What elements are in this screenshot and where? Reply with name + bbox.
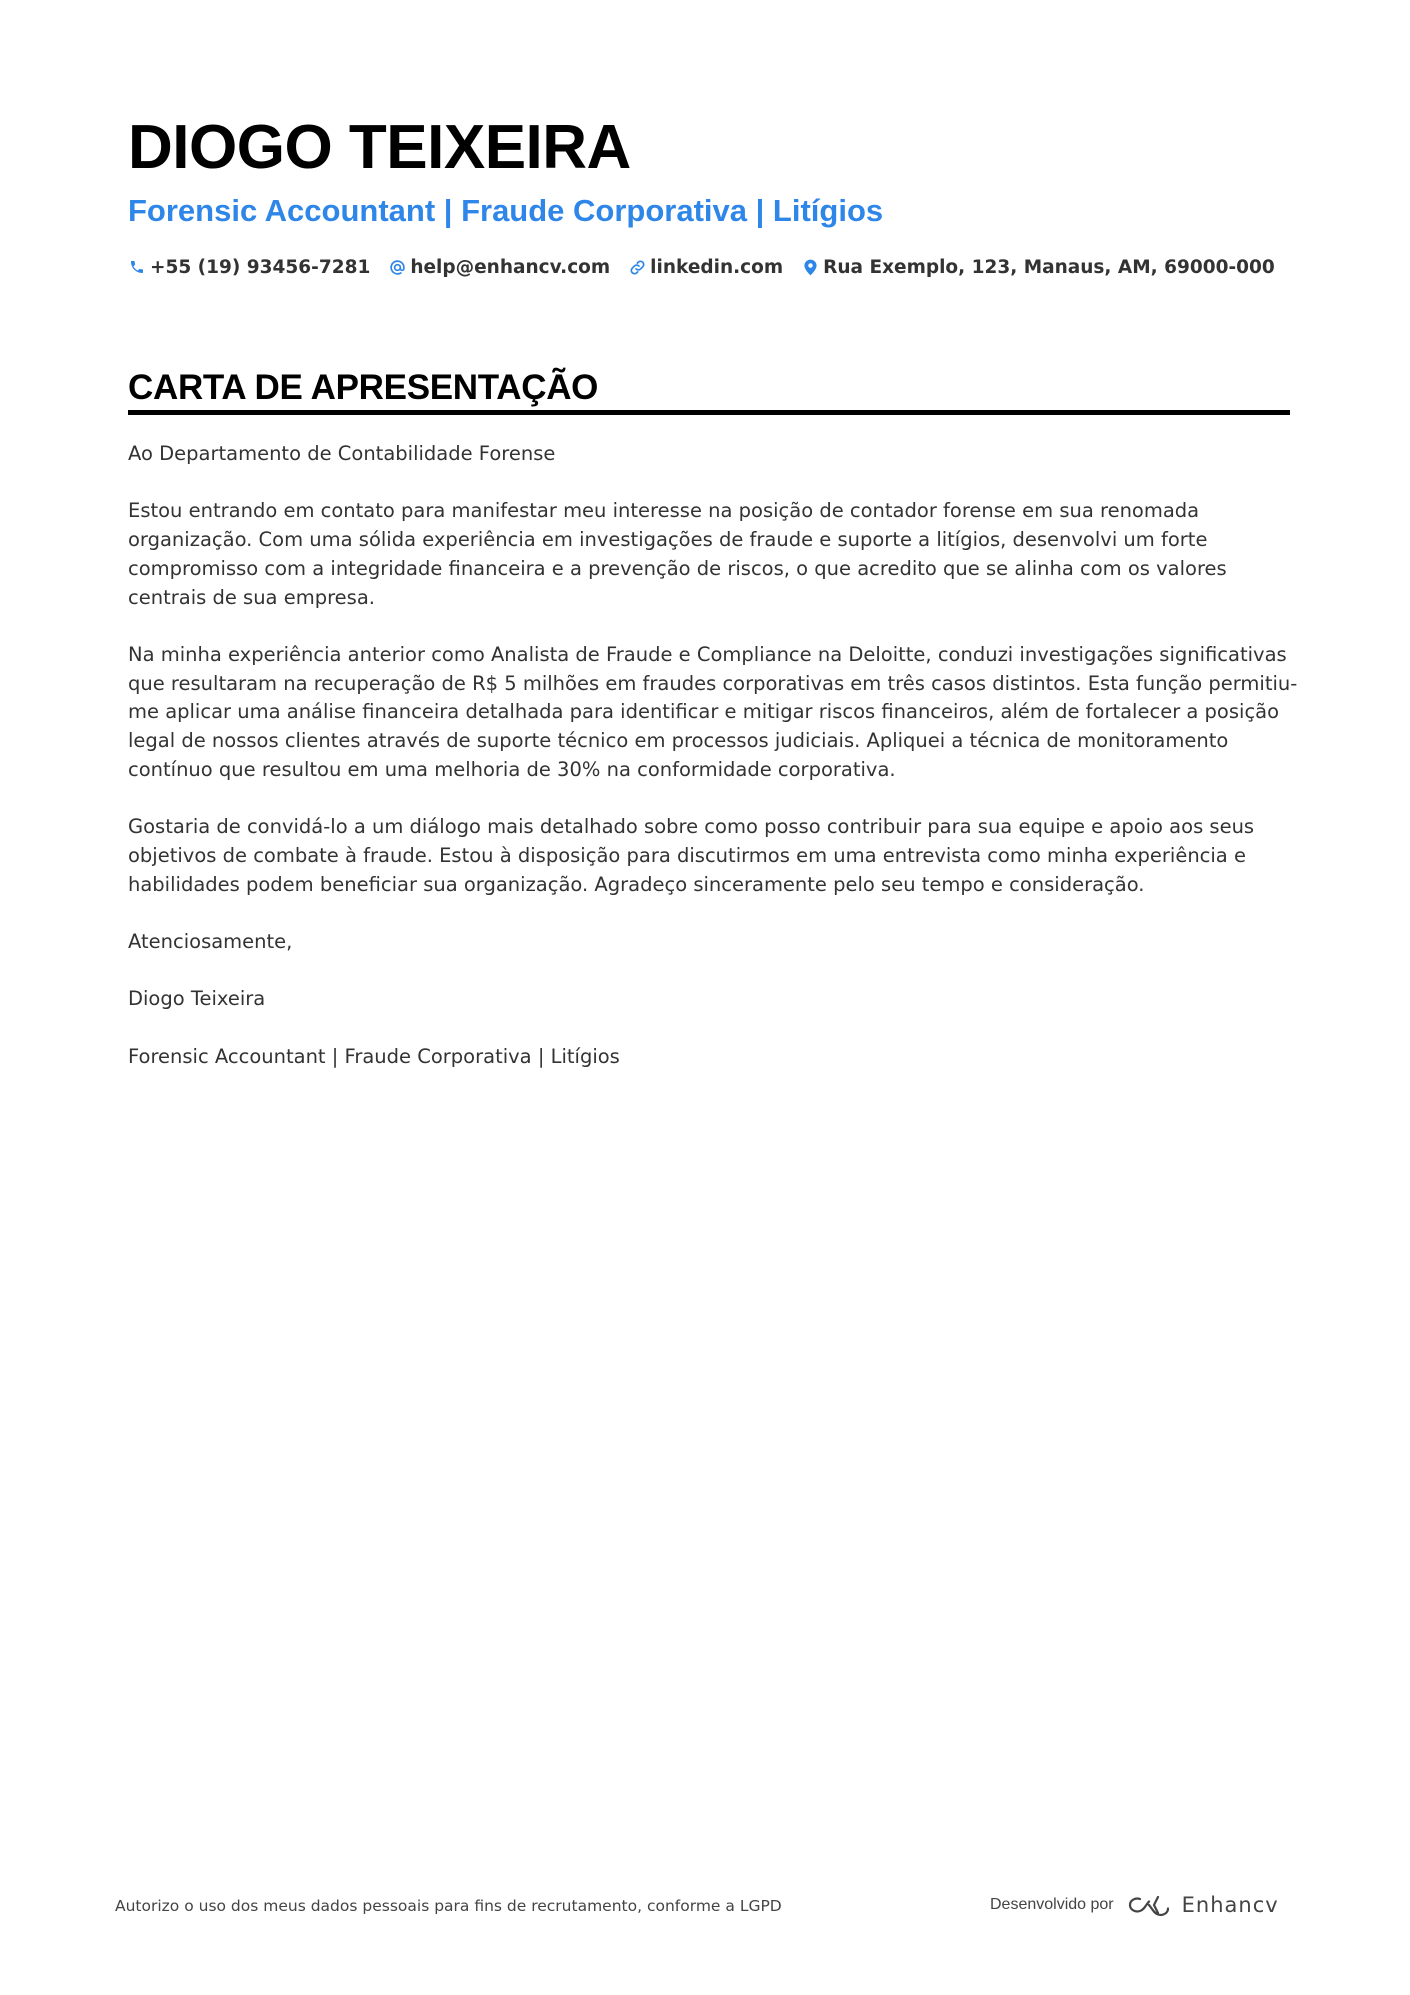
powered-by[interactable] [990,1888,1279,1922]
contact-email[interactable] [388,257,610,278]
signature-name: Diogo Teixeira [128,987,266,1011]
powered-by-label: Desenvolvido por [990,1896,1114,1913]
letter-paragraph-1: Estou entrando em contato para manifestar meu interesse na posição de contador forense em sua renomada organização. Com uma sólida experiência em investigações de fraude e suporte a litígios, desenvolvi um forte compromisso com a integridade financeira e a prevenção de riscos, o que acredito que se alinha com os valores centrais de sua empresa. [128,499,1227,609]
enhancv-logo-icon [1126,1893,1172,1917]
consent-notice: Autorizo o uso dos meus dados pessoais para fins de recrutamento, conforme a LGPD [115,1897,782,1915]
email-text: help@enhancv.com [410,256,611,278]
linkedin-text: linkedin.com [650,256,784,278]
candidate-title: Forensic Accountant | Fraude Corporativa | Litígios [128,193,884,228]
section-divider [128,410,1290,415]
contact-phone[interactable] [128,257,370,278]
phone-icon [128,258,146,276]
letter-paragraph-2: Na minha experiência anterior como Analista de Fraude e Compliance na Deloitte, conduzi investigações significativas que resultaram na recuperação de R$ 5 milhões em fraudes corporativas em três casos distintos. Esta função permitiu-me aplicar uma análise financeira detalhada para identificar e mitigar riscos financeiros, além de fortalecer a posição legal de nossos clientes através de suporte técnico em processos judiciais. Apliquei a técnica de monitoramento contínuo que resultou em uma melhoria de 30% na conformidade corporativa. [128,642,1298,781]
at-icon [388,258,406,276]
letter-paragraph-3: Gostaria de convidá-lo a um diálogo mais detalhado sobre como posso contribuir para sua equipe e apoio aos seus objetivos de combate à fraude. Estou à disposição para discutirmos em uma entrevista como minha experiência e habilidades podem beneficiar sua organização. Agradeço sinceramente pelo seu tempo e consideração. [128,815,1255,896]
address-text: Rua Exemplo, 123, Manaus, AM, 69000-000 [823,256,1275,278]
phone-text: +55 (19) 93456-7281 [150,256,371,278]
signature-title: Forensic Accountant | Fraude Corporativa | Litígios [128,1044,620,1068]
link-icon [628,258,646,276]
brand-name: Enhancv [1181,1893,1279,1917]
section-heading: CARTA DE APRESENTAÇÃO [128,368,599,407]
letter-closing: Atenciosamente, [128,929,293,953]
contact-linkedin[interactable] [628,257,783,278]
letter-greeting: Ao Departamento de Contabilidade Forense [128,442,556,465]
contact-bar [128,252,1293,282]
location-pin-icon [801,258,819,276]
candidate-name: DIOGO TEIXEIRA [128,113,631,182]
letter-body [128,440,1298,1100]
contact-address [801,257,1275,278]
